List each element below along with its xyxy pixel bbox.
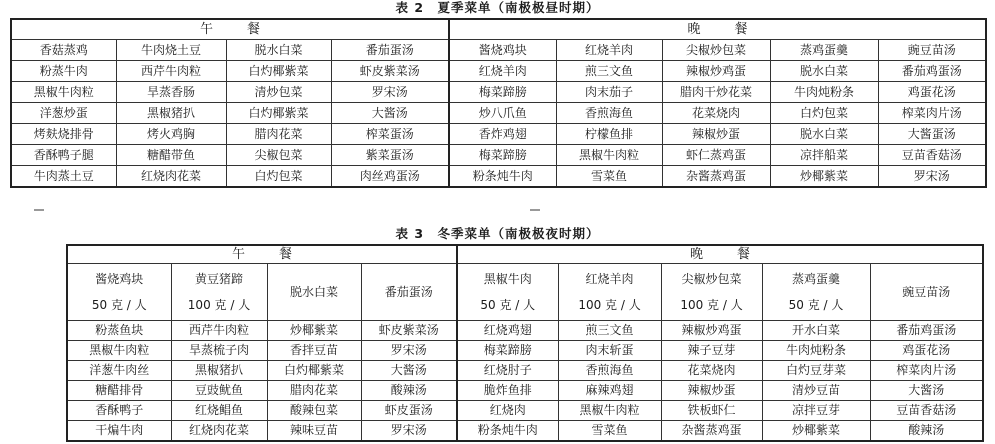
menu-cell: 脱水白菜 — [770, 124, 878, 145]
menu-cell: 香拌豆苗 — [267, 341, 361, 361]
menu-cell: 豆苗香菇汤 — [878, 145, 986, 166]
table-row — [11, 103, 986, 124]
menu-cell: 旱蒸香肠 — [116, 82, 226, 103]
menu-cell: 脱水白菜 — [226, 40, 331, 61]
menu-cell: 虾仁蒸鸡蛋 — [662, 145, 770, 166]
menu-cell: 香菇蒸鸡 — [11, 40, 116, 61]
menu-cell: 肉末斩蛋 — [558, 341, 661, 361]
menu-cell: 红烧鸡翅 — [457, 321, 558, 341]
table-row — [67, 401, 983, 421]
menu-cell: 榨菜肉片汤 — [878, 103, 986, 124]
menu-cell: 白灼椰紫菜 — [226, 103, 331, 124]
menu-cell: 粉蒸牛肉 — [11, 61, 116, 82]
menu-cell: 红烧鲳鱼 — [171, 401, 267, 421]
dish-quantity: 50 克 / 人 — [480, 298, 536, 312]
dish-quantity: 50 克 / 人 — [788, 298, 844, 312]
menu-cell: 酸辣汤 — [361, 381, 457, 401]
menu-cell: 梅菜蹄膀 — [457, 341, 558, 361]
table-row — [67, 321, 983, 341]
menu-cell: 黑椒牛肉粒 — [556, 145, 662, 166]
menu-cell: 番茄蛋汤 — [331, 40, 449, 61]
scan-mark — [34, 209, 44, 211]
menu-cell: 鸡蛋花汤 — [870, 341, 983, 361]
menu-cell: 辣味豆苗 — [267, 421, 361, 442]
menu-cell: 清炒包菜 — [226, 82, 331, 103]
menu-cell: 大酱汤 — [870, 381, 983, 401]
dish-name: 番茄蛋汤 — [384, 285, 433, 299]
menu-cell: 雪菜鱼 — [556, 166, 662, 188]
menu-cell: 雪菜鱼 — [558, 421, 661, 442]
menu-cell — [67, 264, 171, 321]
menu-cell — [267, 264, 361, 321]
menu-cell: 糖醋带鱼 — [116, 145, 226, 166]
dish-name: 尖椒炒包菜 — [681, 272, 742, 286]
menu-cell: 罗宋汤 — [361, 341, 457, 361]
menu-cell: 辣子豆芽 — [661, 341, 762, 361]
dish-quantity: 100 克 / 人 — [187, 298, 251, 312]
menu-cell — [457, 264, 558, 321]
menu-cell: 辣椒炒蛋 — [661, 381, 762, 401]
menu-cell: 酸辣包菜 — [267, 401, 361, 421]
dish-name: 红烧羊肉 — [585, 272, 634, 286]
menu-cell: 花菜烧肉 — [661, 361, 762, 381]
menu-cell: 煎三文鱼 — [556, 61, 662, 82]
summer-menu-table — [10, 18, 987, 188]
menu-cell: 炒八爪鱼 — [449, 103, 556, 124]
menu-cell — [870, 264, 983, 321]
menu-cell: 蒸鸡蛋羹 — [770, 40, 878, 61]
dinner-header: 晚餐 — [449, 19, 986, 40]
menu-cell: 肉末茄子 — [556, 82, 662, 103]
winter-menu-table — [66, 244, 984, 442]
menu-cell: 番茄鸡蛋汤 — [878, 61, 986, 82]
table-row — [67, 264, 983, 321]
menu-cell: 虾皮蛋汤 — [361, 401, 457, 421]
menu-cell: 杂酱蒸鸡蛋 — [661, 421, 762, 442]
menu-cell: 白灼豆芽菜 — [762, 361, 870, 381]
table-row — [67, 341, 983, 361]
menu-cell: 糖醋排骨 — [67, 381, 171, 401]
table-header-row — [11, 19, 986, 40]
menu-cell: 大酱汤 — [331, 103, 449, 124]
menu-cell: 麻辣鸡翅 — [558, 381, 661, 401]
menu-cell: 香煎海鱼 — [558, 361, 661, 381]
table2-caption: 表 2 夏季菜单（南极极昼时期） — [395, 0, 600, 15]
menu-cell: 豌豆苗汤 — [878, 40, 986, 61]
table-header-row — [67, 245, 983, 264]
table-row — [11, 145, 986, 166]
table-row — [11, 124, 986, 145]
menu-cell: 炒椰紫菜 — [762, 421, 870, 442]
menu-cell: 虾皮紫菜汤 — [331, 61, 449, 82]
menu-cell: 罗宋汤 — [361, 421, 457, 442]
menu-cell: 黑椒猪扒 — [171, 361, 267, 381]
menu-cell: 牛肉炖粉条 — [770, 82, 878, 103]
menu-cell: 杂酱蒸鸡蛋 — [662, 166, 770, 188]
menu-cell: 西芹牛肉粒 — [171, 321, 267, 341]
dish-quantity: 100 克 / 人 — [680, 298, 743, 312]
menu-cell: 粉条炖牛肉 — [457, 421, 558, 442]
menu-cell: 虾皮紫菜汤 — [361, 321, 457, 341]
table-row — [11, 61, 986, 82]
menu-cell: 梅菜蹄膀 — [449, 82, 556, 103]
menu-cell: 香炸鸡翅 — [449, 124, 556, 145]
menu-cell: 白灼椰紫菜 — [226, 61, 331, 82]
menu-cell — [361, 264, 457, 321]
menu-cell: 红烧肘子 — [457, 361, 558, 381]
menu-cell: 红烧羊肉 — [449, 61, 556, 82]
menu-cell: 白灼包菜 — [770, 103, 878, 124]
menu-cell: 洋葱炒蛋 — [11, 103, 116, 124]
menu-cell: 红烧肉花菜 — [171, 421, 267, 442]
menu-cell: 香酥鸭子 — [67, 401, 171, 421]
menu-cell: 红烧肉花菜 — [116, 166, 226, 188]
menu-cell: 烤麸烧排骨 — [11, 124, 116, 145]
menu-cell: 肉丝鸡蛋汤 — [331, 166, 449, 188]
dish-name: 黑椒牛肉 — [483, 272, 532, 286]
menu-cell — [661, 264, 762, 321]
lunch-header: 午餐 — [67, 245, 457, 264]
dish-name: 黄豆猪蹄 — [194, 272, 243, 286]
menu-cell: 黑椒猪扒 — [116, 103, 226, 124]
dish-name: 酱烧鸡块 — [95, 272, 144, 286]
menu-cell — [171, 264, 267, 321]
menu-cell: 粉蒸鱼块 — [67, 321, 171, 341]
menu-cell: 罗宋汤 — [878, 166, 986, 188]
menu-cell: 牛肉烧土豆 — [116, 40, 226, 61]
menu-cell: 榨菜蛋汤 — [331, 124, 449, 145]
dish-name: 蒸鸡蛋羹 — [792, 272, 841, 286]
menu-cell: 凉拌豆芽 — [762, 401, 870, 421]
menu-cell: 柠檬鱼排 — [556, 124, 662, 145]
menu-cell: 白灼包菜 — [226, 166, 331, 188]
dish-name: 脱水白菜 — [289, 285, 338, 299]
menu-cell: 白灼椰紫菜 — [267, 361, 361, 381]
menu-cell: 梅菜蹄膀 — [449, 145, 556, 166]
menu-cell: 辣椒炒鸡蛋 — [662, 61, 770, 82]
menu-cell: 辣椒炒蛋 — [662, 124, 770, 145]
menu-cell: 大酱汤 — [361, 361, 457, 381]
menu-cell: 炒椰紫菜 — [770, 166, 878, 188]
menu-cell: 尖椒炒包菜 — [662, 40, 770, 61]
menu-cell: 红烧肉 — [457, 401, 558, 421]
menu-cell: 脱水白菜 — [770, 61, 878, 82]
menu-cell: 干煸牛肉 — [67, 421, 171, 442]
menu-cell: 开水白菜 — [762, 321, 870, 341]
menu-cell: 炒椰紫菜 — [267, 321, 361, 341]
menu-cell: 凉拌船菜 — [770, 145, 878, 166]
menu-cell: 黑椒牛肉粒 — [11, 82, 116, 103]
menu-cell: 煎三文鱼 — [558, 321, 661, 341]
menu-cell: 腊肉干炒花菜 — [662, 82, 770, 103]
menu-cell — [762, 264, 870, 321]
menu-cell: 番茄鸡蛋汤 — [870, 321, 983, 341]
menu-cell: 花菜烧肉 — [662, 103, 770, 124]
menu-cell: 黑椒牛肉粒 — [67, 341, 171, 361]
lunch-header: 午餐 — [11, 19, 449, 40]
menu-cell: 榨菜肉片汤 — [870, 361, 983, 381]
table-row — [11, 40, 986, 61]
table-row — [11, 82, 986, 103]
menu-cell: 牛肉炖粉条 — [762, 341, 870, 361]
menu-cell: 清炒豆苗 — [762, 381, 870, 401]
menu-cell: 牛肉蒸土豆 — [11, 166, 116, 188]
menu-cell: 大酱蛋汤 — [878, 124, 986, 145]
menu-cell: 腊肉花菜 — [267, 381, 361, 401]
table-row — [11, 166, 986, 188]
menu-cell: 西芹牛肉粒 — [116, 61, 226, 82]
dinner-header: 晚餐 — [457, 245, 983, 264]
menu-cell: 辣椒炒鸡蛋 — [661, 321, 762, 341]
menu-cell: 豆苗香菇汤 — [870, 401, 983, 421]
menu-cell: 尖椒包菜 — [226, 145, 331, 166]
dish-name: 豌豆苗汤 — [902, 285, 951, 299]
dish-quantity: 100 克 / 人 — [578, 298, 641, 312]
menu-cell — [558, 264, 661, 321]
menu-cell: 香酥鸭子腿 — [11, 145, 116, 166]
scan-mark — [530, 209, 540, 211]
dish-quantity: 50 克 / 人 — [91, 298, 147, 312]
menu-cell: 罗宋汤 — [331, 82, 449, 103]
menu-cell: 香煎海鱼 — [556, 103, 662, 124]
menu-cell: 铁板虾仁 — [661, 401, 762, 421]
menu-cell: 酱烧鸡块 — [449, 40, 556, 61]
menu-cell: 脆炸鱼排 — [457, 381, 558, 401]
menu-cell: 旱蒸梳子肉 — [171, 341, 267, 361]
menu-cell: 红烧羊肉 — [556, 40, 662, 61]
table-row — [67, 381, 983, 401]
table-row — [67, 421, 983, 442]
menu-cell: 豆豉鱿鱼 — [171, 381, 267, 401]
menu-cell: 紫菜蛋汤 — [331, 145, 449, 166]
menu-cell: 鸡蛋花汤 — [878, 82, 986, 103]
table3-caption: 表 3 冬季菜单（南极极夜时期） — [395, 226, 600, 241]
menu-cell: 黑椒牛肉粒 — [558, 401, 661, 421]
menu-cell: 腊肉花菜 — [226, 124, 331, 145]
menu-cell: 洋葱牛肉丝 — [67, 361, 171, 381]
menu-cell: 酸辣汤 — [870, 421, 983, 442]
menu-cell: 烤火鸡胸 — [116, 124, 226, 145]
table-row — [67, 361, 983, 381]
menu-cell: 粉条炖牛肉 — [449, 166, 556, 188]
